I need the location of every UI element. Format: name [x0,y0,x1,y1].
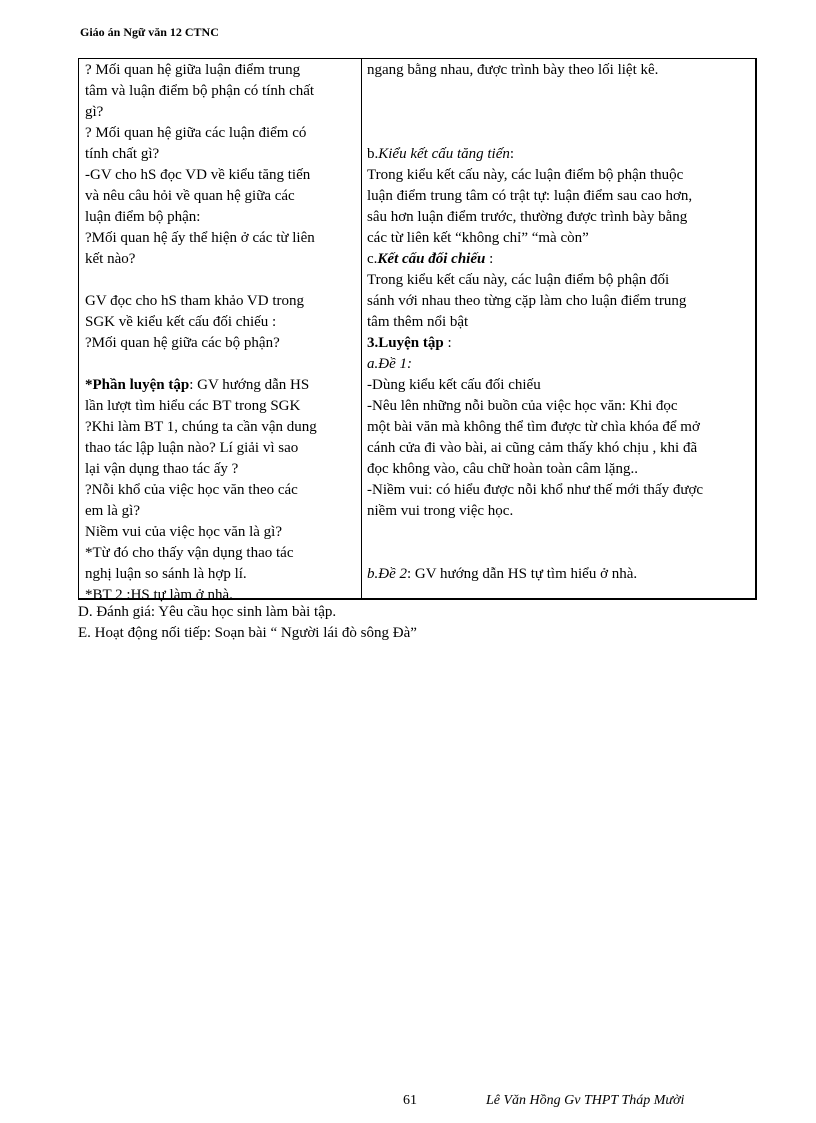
left-line: ? Mối quan hệ giữa các luận điểm có [85,125,307,141]
practice-section-heading: 3.Luyện tập [367,335,444,351]
left-line: GV đọc cho hS tham khảo VD trong [85,293,305,309]
left-line: em là gì? [85,503,140,519]
spacer [367,123,751,144]
right-line: Trong kiểu kết cấu này, các luận điểm bộ phận thuộc [367,167,684,183]
left-line: lại vận dụng thao tác ấy ? [85,461,239,477]
left-line: -GV cho hS đọc VD về kiểu tăng tiến [85,167,311,183]
assessment-line: D. Đánh giá: Yêu cầu học sinh làm bài tập. [78,604,337,620]
left-line: tính chất gì? [85,146,160,162]
spacer [367,522,751,543]
left-line: gì? [85,104,104,120]
left-line: *Phần luyện tập: GV hướng dẫn HS [85,377,310,393]
page-number: 61 [403,1093,417,1108]
right-line: b.Kiểu kết cấu tăng tiến: [367,146,515,162]
right-line: Trong kiểu kết cấu này, các luận điểm bộ phận đối [367,272,670,288]
left-line: ?Mối quan hệ ấy thể hiện ở các từ liên [85,230,315,246]
right-line: sánh với nhau theo từng cặp làm cho luận điểm trung [367,293,687,309]
right-line: sâu hơn luận điểm trước, thường được trình bày bằng [367,209,688,225]
spacer [85,270,357,291]
right-line: cánh cửa đi vào bài, ai cũng cảm thấy khó chịu , khi đã [367,440,698,456]
spacer [85,354,357,375]
column-divider [361,59,362,598]
right-line: tâm thêm nổi bật [367,314,469,330]
right-line: c.Kết cấu đối chiếu : [367,251,494,267]
spacer [367,102,751,123]
right-line: -Nêu lên những nỗi buồn của việc học văn: Khi đọc [367,398,678,414]
left-line: kết nào? [85,251,136,267]
page-header: Giáo án Ngữ văn 12 CTNC [80,25,219,39]
lesson-table [78,58,757,603]
left-line: ?Mối quan hệ giữa các bộ phận? [85,335,280,351]
left-line: ?Nỗi khổ của việc học văn theo các [85,482,298,498]
left-line: ? Mối quan hệ giữa luận điểm trung [85,62,301,78]
right-line: -Niềm vui: có hiểu được nỗi khổ như thế mới thấy được [367,482,704,498]
right-line: niềm vui trong việc học. [367,503,514,519]
left-line: *BT 2 :HS tự làm ở nhà. [85,587,233,603]
left-line: lần lượt tìm hiểu các BT trong SGK [85,398,301,414]
follow-up-line: E. Hoạt động nối tiếp: Soạn bài “ Người lái đò sông Đà” [78,625,417,641]
right-line: 3.Luyện tập : [367,335,452,351]
right-line: đọc không vào, câu chữ hoàn toàn câm lặng.. [367,461,638,477]
left-line: nghị luận so sánh là hợp lí. [85,566,247,582]
right-line: -Dùng kiểu kết cấu đối chiếu [367,377,541,393]
left-line: tâm và luận điểm bộ phận có tính chất [85,83,315,99]
left-line: thao tác lập luận nào? Lí giải vì sao [85,440,299,456]
footer-author: Lê Văn Hồng Gv THPT Tháp Mười [486,1093,685,1108]
exercise-1-heading: Đề 1 [378,356,407,372]
right-line: a.Đề 1: [367,356,412,372]
spacer [367,543,751,564]
right-line: b.Đề 2: GV hướng dẫn HS tự tìm hiểu ở nhà. [367,566,638,582]
left-line: và nêu câu hỏi về quan hệ giữa các [85,188,295,204]
spacer [367,81,751,102]
left-line: luận điểm bộ phận: [85,209,201,225]
exercise-2-heading: Đề 2 [378,566,407,582]
left-line: Niềm vui của việc học văn là gì? [85,524,283,540]
teacher-activity-column [85,60,357,606]
content-column [367,60,751,585]
left-line: ?Khi làm BT 1, chúng ta cần vận dung [85,419,317,435]
section-b-heading: Kiểu kết cấu tăng tiến [378,146,510,162]
practice-heading: *Phần luyện tập [85,377,190,393]
right-line: các từ liên kết “không chỉ” “mà còn” [367,230,589,246]
left-line: SGK về kiểu kết cấu đối chiếu : [85,314,277,330]
left-line: *Từ đó cho thấy vận dụng thao tác [85,545,294,561]
right-line: luận điểm trung tâm có trật tự: luận điểm sau cao hơn, [367,188,693,204]
right-line: ngang bằng nhau, được trình bày theo lối liệt kê. [367,62,659,78]
right-line: một bài văn mà không thể tìm được từ chìa khóa để mở [367,419,700,435]
section-c-heading: Kết cấu đối chiếu [377,251,486,267]
